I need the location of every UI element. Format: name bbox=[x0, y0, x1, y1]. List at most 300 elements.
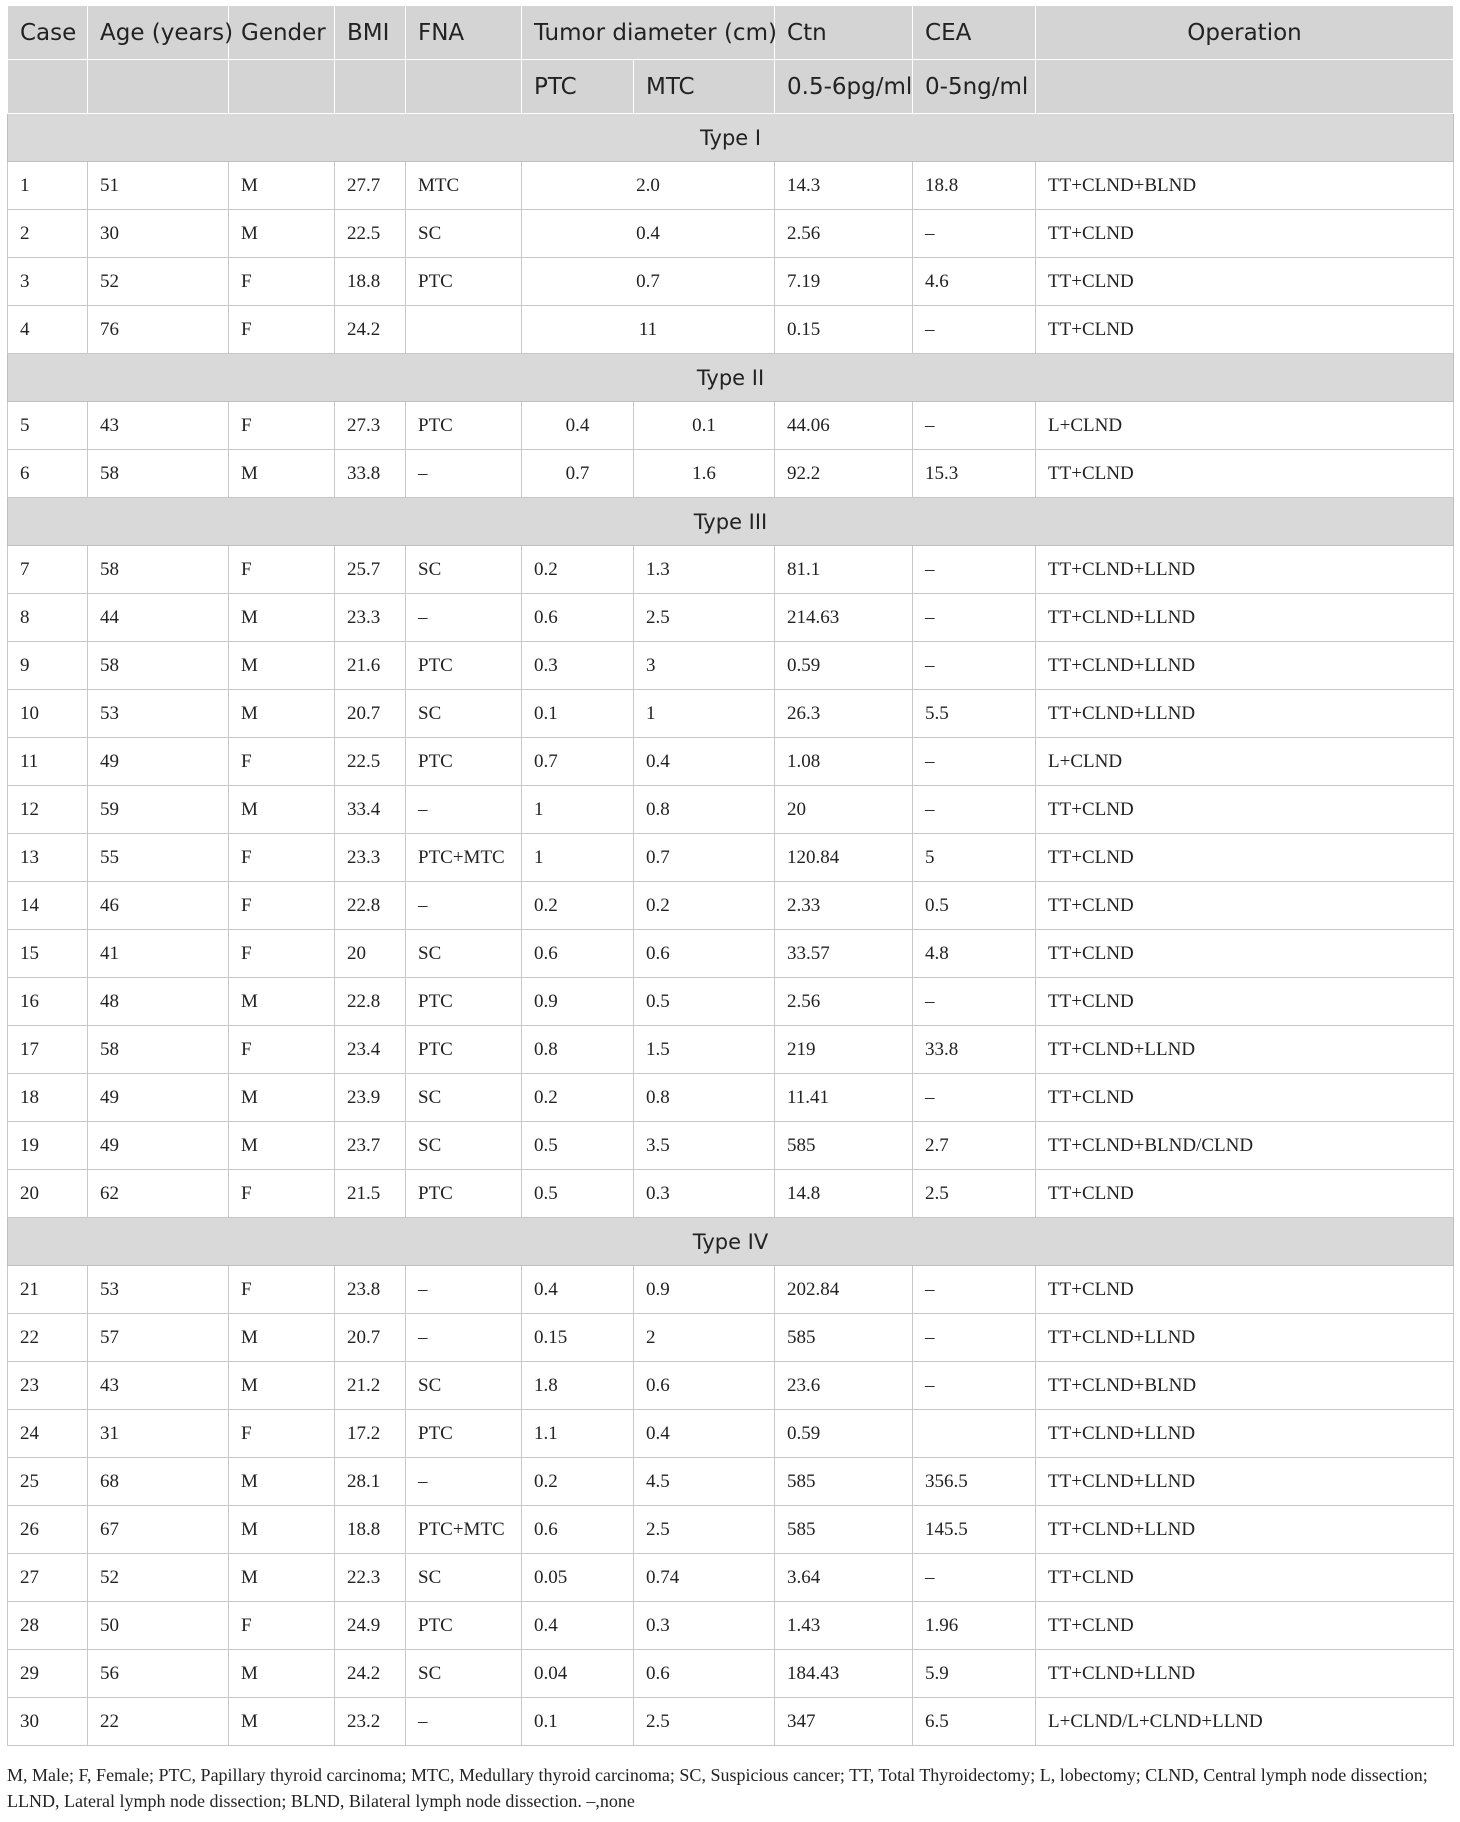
cell-age: 56 bbox=[88, 1650, 229, 1698]
cell-case: 1 bbox=[8, 162, 88, 210]
cell-ctn: 11.41 bbox=[775, 1074, 913, 1122]
cell-age: 30 bbox=[88, 210, 229, 258]
table-row bbox=[8, 1506, 1454, 1554]
header-operation: Operation bbox=[1036, 6, 1454, 60]
cell-case: 26 bbox=[8, 1506, 88, 1554]
cell-fna: PTC+MTC bbox=[406, 834, 522, 882]
cell-ptc: 0.4 bbox=[522, 1602, 634, 1650]
cell-gender: M bbox=[229, 1458, 335, 1506]
cell-gender: M bbox=[229, 786, 335, 834]
cell-ptc: 0.5 bbox=[522, 1170, 634, 1218]
cell-bmi: 24.9 bbox=[335, 1602, 406, 1650]
table-row bbox=[8, 162, 1454, 210]
cell-ctn: 3.64 bbox=[775, 1554, 913, 1602]
cell-fna: SC bbox=[406, 210, 522, 258]
cell-mtc: 2.5 bbox=[634, 1506, 775, 1554]
cell-ptc: 0.6 bbox=[522, 930, 634, 978]
cell-operation: TT+CLND bbox=[1036, 1602, 1454, 1650]
cell-fna: PTC bbox=[406, 1170, 522, 1218]
cell-ctn: 0.59 bbox=[775, 1410, 913, 1458]
cell-fna: – bbox=[406, 1266, 522, 1314]
cell-bmi: 21.6 bbox=[335, 642, 406, 690]
cell-bmi: 28.1 bbox=[335, 1458, 406, 1506]
cell-age: 58 bbox=[88, 1026, 229, 1074]
cell-fna: SC bbox=[406, 930, 522, 978]
cell-mtc: 0.2 bbox=[634, 882, 775, 930]
cell-ptc: 0.15 bbox=[522, 1314, 634, 1362]
cell-case: 14 bbox=[8, 882, 88, 930]
cell-cea: – bbox=[913, 1362, 1036, 1410]
cell-cea: – bbox=[913, 1074, 1036, 1122]
section-row bbox=[8, 114, 1454, 162]
cell-case: 8 bbox=[8, 594, 88, 642]
cell-case: 19 bbox=[8, 1122, 88, 1170]
table-row bbox=[8, 306, 1454, 354]
cell-operation: TT+CLND+BLND bbox=[1036, 162, 1454, 210]
table-row bbox=[8, 1698, 1454, 1746]
cell-case: 17 bbox=[8, 1026, 88, 1074]
cell-ptc: 1.1 bbox=[522, 1410, 634, 1458]
cell-gender: F bbox=[229, 834, 335, 882]
cell-ptc: 0.2 bbox=[522, 1458, 634, 1506]
cell-mtc: 2 bbox=[634, 1314, 775, 1362]
cell-ctn: 26.3 bbox=[775, 690, 913, 738]
cell-cea: 33.8 bbox=[913, 1026, 1036, 1074]
cell-bmi: 18.8 bbox=[335, 258, 406, 306]
cell-ctn: 2.56 bbox=[775, 978, 913, 1026]
cell-age: 41 bbox=[88, 930, 229, 978]
cell-cea: 145.5 bbox=[913, 1506, 1036, 1554]
cell-ptc: 0.6 bbox=[522, 594, 634, 642]
header-empty bbox=[406, 60, 522, 114]
cell-bmi: 23.8 bbox=[335, 1266, 406, 1314]
cell-fna: SC bbox=[406, 546, 522, 594]
cell-cea: – bbox=[913, 1266, 1036, 1314]
header-empty bbox=[229, 60, 335, 114]
cell-fna: SC bbox=[406, 1554, 522, 1602]
cell-case: 30 bbox=[8, 1698, 88, 1746]
cell-age: 53 bbox=[88, 1266, 229, 1314]
cell-gender: F bbox=[229, 738, 335, 786]
cell-fna: PTC bbox=[406, 978, 522, 1026]
cell-mtc: 1 bbox=[634, 690, 775, 738]
cell-operation: TT+CLND bbox=[1036, 258, 1454, 306]
cell-bmi: 21.5 bbox=[335, 1170, 406, 1218]
cell-operation: TT+CLND+LLND bbox=[1036, 1458, 1454, 1506]
cell-mtc: 1.6 bbox=[634, 450, 775, 498]
table-row bbox=[8, 1362, 1454, 1410]
cell-age: 44 bbox=[88, 594, 229, 642]
cell-age: 53 bbox=[88, 690, 229, 738]
cell-bmi: 20.7 bbox=[335, 690, 406, 738]
cell-fna: – bbox=[406, 786, 522, 834]
cell-ctn: 2.56 bbox=[775, 210, 913, 258]
cell-fna: SC bbox=[406, 1362, 522, 1410]
cell-operation: L+CLND/L+CLND+LLND bbox=[1036, 1698, 1454, 1746]
cell-ctn: 7.19 bbox=[775, 258, 913, 306]
cell-ctn: 2.33 bbox=[775, 882, 913, 930]
table-row bbox=[8, 1170, 1454, 1218]
cell-ctn: 347 bbox=[775, 1698, 913, 1746]
cell-bmi: 21.2 bbox=[335, 1362, 406, 1410]
cell-mtc: 1.3 bbox=[634, 546, 775, 594]
table-row bbox=[8, 258, 1454, 306]
cell-gender: F bbox=[229, 1170, 335, 1218]
cell-ptc: 1 bbox=[522, 786, 634, 834]
cell-mtc: 0.6 bbox=[634, 1650, 775, 1698]
cell-cea bbox=[913, 1410, 1036, 1458]
cell-age: 52 bbox=[88, 1554, 229, 1602]
cell-mtc: 0.7 bbox=[634, 834, 775, 882]
cell-mtc: 0.8 bbox=[634, 1074, 775, 1122]
cell-gender: F bbox=[229, 546, 335, 594]
cell-ptc: 0.4 bbox=[522, 402, 634, 450]
cell-ptc: 0.5 bbox=[522, 1122, 634, 1170]
cell-cea: – bbox=[913, 546, 1036, 594]
cell-cea: 4.8 bbox=[913, 930, 1036, 978]
cell-mtc: 0.4 bbox=[634, 738, 775, 786]
cell-case: 13 bbox=[8, 834, 88, 882]
header-cea: CEA bbox=[913, 6, 1036, 60]
cell-fna: PTC bbox=[406, 258, 522, 306]
cell-bmi: 22.5 bbox=[335, 738, 406, 786]
cell-cea: 0.5 bbox=[913, 882, 1036, 930]
cell-cea: – bbox=[913, 642, 1036, 690]
section-title: Type I bbox=[8, 114, 1454, 162]
cell-bmi: 18.8 bbox=[335, 1506, 406, 1554]
cell-operation: TT+CLND bbox=[1036, 882, 1454, 930]
cell-cea: 5.5 bbox=[913, 690, 1036, 738]
cell-operation: TT+CLND bbox=[1036, 306, 1454, 354]
cell-ptc: 0.1 bbox=[522, 1698, 634, 1746]
cell-age: 31 bbox=[88, 1410, 229, 1458]
cell-age: 67 bbox=[88, 1506, 229, 1554]
cell-operation: TT+CLND+LLND bbox=[1036, 690, 1454, 738]
cell-tumor-diameter: 0.4 bbox=[522, 210, 775, 258]
table-row bbox=[8, 1602, 1454, 1650]
cell-fna: – bbox=[406, 1458, 522, 1506]
cell-ctn: 23.6 bbox=[775, 1362, 913, 1410]
header-bmi: BMI bbox=[335, 6, 406, 60]
cell-cea: 18.8 bbox=[913, 162, 1036, 210]
cell-ptc: 0.05 bbox=[522, 1554, 634, 1602]
cell-ctn: 120.84 bbox=[775, 834, 913, 882]
table-row bbox=[8, 930, 1454, 978]
cell-case: 7 bbox=[8, 546, 88, 594]
cell-mtc: 0.3 bbox=[634, 1170, 775, 1218]
cell-mtc: 0.6 bbox=[634, 1362, 775, 1410]
cell-case: 5 bbox=[8, 402, 88, 450]
cell-gender: M bbox=[229, 162, 335, 210]
section-title: Type IV bbox=[8, 1218, 1454, 1266]
cell-bmi: 17.2 bbox=[335, 1410, 406, 1458]
table-row bbox=[8, 546, 1454, 594]
cell-cea: 2.7 bbox=[913, 1122, 1036, 1170]
cell-ctn: 14.3 bbox=[775, 162, 913, 210]
section-title: Type II bbox=[8, 354, 1454, 402]
cell-fna: SC bbox=[406, 690, 522, 738]
cell-cea: 5.9 bbox=[913, 1650, 1036, 1698]
cell-age: 49 bbox=[88, 1122, 229, 1170]
cell-ptc: 0.8 bbox=[522, 1026, 634, 1074]
header-case: Case bbox=[8, 6, 88, 60]
cell-fna bbox=[406, 306, 522, 354]
cell-gender: M bbox=[229, 1122, 335, 1170]
table-row bbox=[8, 594, 1454, 642]
cell-gender: M bbox=[229, 450, 335, 498]
cell-ctn: 0.59 bbox=[775, 642, 913, 690]
cell-gender: M bbox=[229, 642, 335, 690]
cell-operation: TT+CLND+LLND bbox=[1036, 594, 1454, 642]
cell-mtc: 3 bbox=[634, 642, 775, 690]
cell-fna: SC bbox=[406, 1650, 522, 1698]
table-row bbox=[8, 1554, 1454, 1602]
cell-cea: – bbox=[913, 786, 1036, 834]
cell-ctn: 184.43 bbox=[775, 1650, 913, 1698]
cell-ctn: 81.1 bbox=[775, 546, 913, 594]
cell-gender: F bbox=[229, 306, 335, 354]
cell-bmi: 23.3 bbox=[335, 834, 406, 882]
header-empty bbox=[88, 60, 229, 114]
cell-age: 58 bbox=[88, 450, 229, 498]
cell-bmi: 23.4 bbox=[335, 1026, 406, 1074]
header-ctn-range: 0.5-6pg/ml bbox=[775, 60, 913, 114]
cell-ctn: 585 bbox=[775, 1506, 913, 1554]
table-row bbox=[8, 882, 1454, 930]
cell-fna: PTC bbox=[406, 738, 522, 786]
cell-cea: 1.96 bbox=[913, 1602, 1036, 1650]
cell-age: 59 bbox=[88, 786, 229, 834]
cell-ctn: 202.84 bbox=[775, 1266, 913, 1314]
cell-fna: PTC bbox=[406, 402, 522, 450]
cell-bmi: 23.9 bbox=[335, 1074, 406, 1122]
cell-bmi: 33.8 bbox=[335, 450, 406, 498]
table-row bbox=[8, 1314, 1454, 1362]
table-row bbox=[8, 690, 1454, 738]
cell-mtc: 0.4 bbox=[634, 1410, 775, 1458]
section-row bbox=[8, 1218, 1454, 1266]
cell-operation: TT+CLND bbox=[1036, 1074, 1454, 1122]
cell-mtc: 2.5 bbox=[634, 594, 775, 642]
cell-cea: – bbox=[913, 306, 1036, 354]
cell-gender: M bbox=[229, 1554, 335, 1602]
cell-age: 58 bbox=[88, 546, 229, 594]
cell-operation: TT+CLND bbox=[1036, 1266, 1454, 1314]
cell-bmi: 22.8 bbox=[335, 882, 406, 930]
cell-mtc: 0.9 bbox=[634, 1266, 775, 1314]
cell-operation: TT+CLND bbox=[1036, 450, 1454, 498]
cell-fna: – bbox=[406, 450, 522, 498]
cell-tumor-diameter: 2.0 bbox=[522, 162, 775, 210]
cell-age: 49 bbox=[88, 1074, 229, 1122]
cell-mtc: 2.5 bbox=[634, 1698, 775, 1746]
cell-operation: TT+CLND bbox=[1036, 978, 1454, 1026]
header-mtc: MTC bbox=[634, 60, 775, 114]
cell-fna: MTC bbox=[406, 162, 522, 210]
cell-gender: M bbox=[229, 978, 335, 1026]
cell-case: 11 bbox=[8, 738, 88, 786]
header-cea-range: 0-5ng/ml bbox=[913, 60, 1036, 114]
cell-ptc: 0.7 bbox=[522, 450, 634, 498]
cell-operation: TT+CLND bbox=[1036, 1554, 1454, 1602]
cell-age: 48 bbox=[88, 978, 229, 1026]
cell-age: 57 bbox=[88, 1314, 229, 1362]
cell-age: 43 bbox=[88, 1362, 229, 1410]
cell-cea: 2.5 bbox=[913, 1170, 1036, 1218]
header-fna: FNA bbox=[406, 6, 522, 60]
cell-gender: F bbox=[229, 882, 335, 930]
cell-case: 24 bbox=[8, 1410, 88, 1458]
cell-ptc: 0.4 bbox=[522, 1266, 634, 1314]
cell-case: 27 bbox=[8, 1554, 88, 1602]
cell-mtc: 0.3 bbox=[634, 1602, 775, 1650]
header-empty bbox=[8, 60, 88, 114]
cell-age: 46 bbox=[88, 882, 229, 930]
table-row bbox=[8, 786, 1454, 834]
cell-ptc: 0.2 bbox=[522, 546, 634, 594]
cell-operation: TT+CLND bbox=[1036, 834, 1454, 882]
table-container bbox=[7, 5, 1453, 1746]
cell-operation: L+CLND bbox=[1036, 738, 1454, 786]
cell-operation: TT+CLND+LLND bbox=[1036, 1506, 1454, 1554]
cell-operation: TT+CLND+LLND bbox=[1036, 1650, 1454, 1698]
cell-mtc: 0.8 bbox=[634, 786, 775, 834]
cell-bmi: 20 bbox=[335, 930, 406, 978]
cell-mtc: 4.5 bbox=[634, 1458, 775, 1506]
cell-operation: TT+CLND+LLND bbox=[1036, 1026, 1454, 1074]
cell-gender: F bbox=[229, 402, 335, 450]
section-row bbox=[8, 354, 1454, 402]
cell-ptc: 1 bbox=[522, 834, 634, 882]
cell-tumor-diameter: 0.7 bbox=[522, 258, 775, 306]
cell-age: 52 bbox=[88, 258, 229, 306]
cell-gender: F bbox=[229, 1026, 335, 1074]
cell-case: 9 bbox=[8, 642, 88, 690]
table-row bbox=[8, 1026, 1454, 1074]
table-row bbox=[8, 1458, 1454, 1506]
cell-bmi: 22.5 bbox=[335, 210, 406, 258]
cell-mtc: 0.5 bbox=[634, 978, 775, 1026]
cell-case: 18 bbox=[8, 1074, 88, 1122]
cell-cea: 5 bbox=[913, 834, 1036, 882]
cell-fna: – bbox=[406, 1314, 522, 1362]
cell-operation: TT+CLND bbox=[1036, 210, 1454, 258]
cell-gender: M bbox=[229, 210, 335, 258]
cell-case: 16 bbox=[8, 978, 88, 1026]
cell-bmi: 27.3 bbox=[335, 402, 406, 450]
cell-ctn: 219 bbox=[775, 1026, 913, 1074]
table-body bbox=[8, 114, 1454, 1746]
header-tumor-diameter: Tumor diameter (cm) bbox=[522, 6, 775, 60]
cell-bmi: 23.7 bbox=[335, 1122, 406, 1170]
cell-case: 22 bbox=[8, 1314, 88, 1362]
patient-table bbox=[7, 5, 1454, 1746]
table-row bbox=[8, 210, 1454, 258]
table-row bbox=[8, 738, 1454, 786]
cell-operation: TT+CLND+LLND bbox=[1036, 642, 1454, 690]
cell-ctn: 214.63 bbox=[775, 594, 913, 642]
table-row bbox=[8, 834, 1454, 882]
cell-age: 49 bbox=[88, 738, 229, 786]
cell-bmi: 20.7 bbox=[335, 1314, 406, 1362]
cell-operation: TT+CLND+LLND bbox=[1036, 546, 1454, 594]
cell-bmi: 22.3 bbox=[335, 1554, 406, 1602]
cell-case: 12 bbox=[8, 786, 88, 834]
table-row bbox=[8, 450, 1454, 498]
cell-age: 68 bbox=[88, 1458, 229, 1506]
table-header bbox=[8, 6, 1454, 114]
header-gender: Gender bbox=[229, 6, 335, 60]
cell-fna: – bbox=[406, 882, 522, 930]
table-row bbox=[8, 1074, 1454, 1122]
cell-ptc: 0.3 bbox=[522, 642, 634, 690]
cell-gender: F bbox=[229, 1266, 335, 1314]
table-footnote: M, Male; F, Female; PTC, Papillary thyroid carcinoma; MTC, Medullary thyroid carcinoma; SC, Suspicious cancer; TT, Total Thyroidectomy; L, lobectomy; CLND, Central lymph node dissection; LLND, Lateral lymph node dissection; BLND, Bilateral lymph node dissection. –,none bbox=[7, 1765, 1428, 1811]
cell-case: 20 bbox=[8, 1170, 88, 1218]
cell-ptc: 1.8 bbox=[522, 1362, 634, 1410]
cell-bmi: 23.2 bbox=[335, 1698, 406, 1746]
cell-case: 28 bbox=[8, 1602, 88, 1650]
cell-operation: TT+CLND+LLND bbox=[1036, 1410, 1454, 1458]
cell-cea: – bbox=[913, 1554, 1036, 1602]
cell-age: 43 bbox=[88, 402, 229, 450]
table-row bbox=[8, 1122, 1454, 1170]
cell-mtc: 3.5 bbox=[634, 1122, 775, 1170]
cell-mtc: 0.6 bbox=[634, 930, 775, 978]
cell-operation: TT+CLND+BLND/CLND bbox=[1036, 1122, 1454, 1170]
cell-ctn: 1.43 bbox=[775, 1602, 913, 1650]
cell-fna: PTC bbox=[406, 1410, 522, 1458]
cell-age: 50 bbox=[88, 1602, 229, 1650]
cell-age: 51 bbox=[88, 162, 229, 210]
cell-gender: M bbox=[229, 1362, 335, 1410]
cell-gender: M bbox=[229, 1650, 335, 1698]
cell-cea: 356.5 bbox=[913, 1458, 1036, 1506]
cell-case: 3 bbox=[8, 258, 88, 306]
header-empty bbox=[1036, 60, 1454, 114]
cell-operation: L+CLND bbox=[1036, 402, 1454, 450]
header-empty bbox=[335, 60, 406, 114]
cell-fna: SC bbox=[406, 1122, 522, 1170]
header-ptc: PTC bbox=[522, 60, 634, 114]
cell-gender: M bbox=[229, 690, 335, 738]
cell-operation: TT+CLND+LLND bbox=[1036, 1314, 1454, 1362]
cell-ptc: 0.6 bbox=[522, 1506, 634, 1554]
table-row bbox=[8, 402, 1454, 450]
cell-ptc: 0.7 bbox=[522, 738, 634, 786]
cell-ctn: 585 bbox=[775, 1458, 913, 1506]
cell-case: 23 bbox=[8, 1362, 88, 1410]
cell-ptc: 0.04 bbox=[522, 1650, 634, 1698]
cell-cea: – bbox=[913, 402, 1036, 450]
cell-tumor-diameter: 11 bbox=[522, 306, 775, 354]
cell-gender: F bbox=[229, 258, 335, 306]
cell-cea: 6.5 bbox=[913, 1698, 1036, 1746]
cell-mtc: 0.74 bbox=[634, 1554, 775, 1602]
cell-gender: M bbox=[229, 1506, 335, 1554]
table-row bbox=[8, 978, 1454, 1026]
cell-fna: PTC bbox=[406, 1026, 522, 1074]
cell-gender: M bbox=[229, 1314, 335, 1362]
cell-gender: F bbox=[229, 1602, 335, 1650]
cell-gender: M bbox=[229, 1698, 335, 1746]
cell-fna: PTC bbox=[406, 642, 522, 690]
cell-fna: – bbox=[406, 594, 522, 642]
section-title: Type III bbox=[8, 498, 1454, 546]
cell-fna: – bbox=[406, 1698, 522, 1746]
cell-operation: TT+CLND+BLND bbox=[1036, 1362, 1454, 1410]
cell-ctn: 0.15 bbox=[775, 306, 913, 354]
